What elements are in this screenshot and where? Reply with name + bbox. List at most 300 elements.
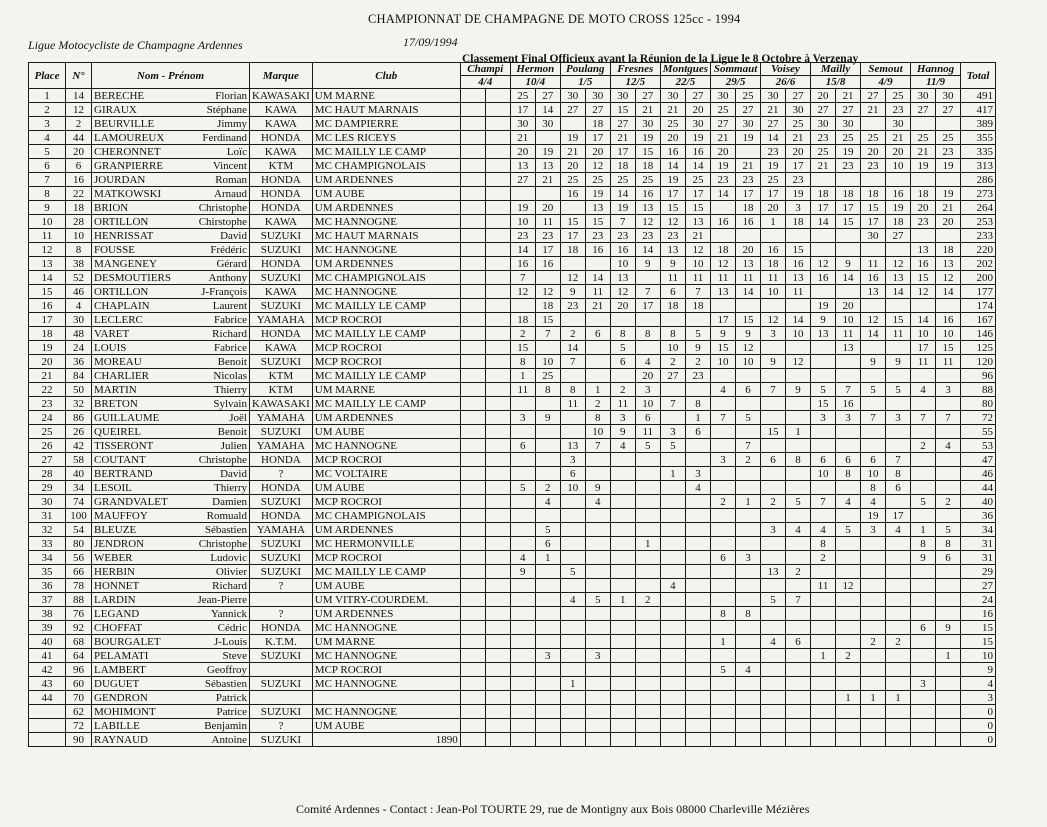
score-cell: 16: [535, 257, 560, 271]
score-cell: [761, 509, 786, 523]
total-cell: 44: [961, 481, 996, 495]
score-cell: [485, 257, 510, 271]
score-cell: 7: [911, 411, 936, 425]
table-row: [29, 103, 996, 117]
score-cell: [485, 495, 510, 509]
score-cell: [535, 635, 560, 649]
score-cell: [460, 173, 485, 187]
score-cell: [936, 229, 961, 243]
score-cell: 8: [660, 327, 685, 341]
total-cell: 202: [961, 257, 996, 271]
name-cell: [92, 411, 250, 425]
score-cell: 17: [736, 187, 761, 201]
score-cell: 12: [936, 271, 961, 285]
race-date: 15/8: [811, 76, 861, 89]
score-cell: [460, 467, 485, 481]
first-name: Vincent: [212, 159, 247, 172]
score-cell: 17: [585, 131, 610, 145]
name-cell: [92, 523, 250, 537]
name-cell: [92, 201, 250, 215]
score-cell: 14: [585, 271, 610, 285]
score-cell: [761, 397, 786, 411]
race-name: Mailly: [811, 63, 861, 76]
race-date: 4/4: [460, 76, 510, 89]
club-cell: MCP ROCROI: [312, 313, 460, 327]
last-name: LECLERC: [94, 313, 143, 326]
score-cell: 30: [585, 89, 610, 103]
score-cell: 8: [811, 537, 836, 551]
first-name: Florian: [215, 89, 247, 102]
score-cell: 1: [585, 383, 610, 397]
score-cell: [811, 621, 836, 635]
score-cell: [886, 733, 911, 747]
brand-cell: HONDA: [250, 187, 313, 201]
score-cell: [610, 481, 635, 495]
score-cell: [660, 621, 685, 635]
score-cell: [911, 173, 936, 187]
table-row: [29, 579, 996, 593]
brand-cell: [250, 593, 313, 607]
score-cell: [685, 705, 710, 719]
brand-cell: YAMAHA: [250, 523, 313, 537]
place-cell: 13: [29, 257, 66, 271]
score-cell: [460, 159, 485, 173]
score-cell: 11: [635, 425, 660, 439]
score-cell: 2: [811, 551, 836, 565]
number-cell: 22: [66, 187, 92, 201]
score-cell: [660, 453, 685, 467]
score-cell: [911, 607, 936, 621]
club-cell: MC DAMPIERRE: [312, 117, 460, 131]
score-cell: [786, 411, 811, 425]
number-cell: 76: [66, 607, 92, 621]
brand-cell: [250, 691, 313, 705]
place-cell: 8: [29, 187, 66, 201]
score-cell: [936, 369, 961, 383]
last-name: LARDIN: [94, 593, 136, 606]
place-cell: 31: [29, 509, 66, 523]
score-cell: [535, 663, 560, 677]
score-cell: [811, 705, 836, 719]
score-cell: [460, 565, 485, 579]
total-cell: 36: [961, 509, 996, 523]
score-cell: [886, 425, 911, 439]
score-cell: [460, 691, 485, 705]
number-cell: 2: [66, 117, 92, 131]
last-name: MANGENEY: [94, 257, 157, 270]
score-cell: 4: [911, 383, 936, 397]
score-cell: [786, 691, 811, 705]
brand-cell: HONDA: [250, 481, 313, 495]
score-cell: 3: [660, 425, 685, 439]
place-cell: 10: [29, 215, 66, 229]
brand-cell: KAWA: [250, 285, 313, 299]
score-cell: [711, 229, 736, 243]
score-cell: [936, 663, 961, 677]
first-name: J-Louis: [214, 635, 247, 648]
club-cell: MCP ROCROI: [312, 495, 460, 509]
score-cell: 16: [585, 243, 610, 257]
score-cell: [510, 677, 535, 691]
score-cell: 9: [736, 327, 761, 341]
first-name: Geoffroy: [206, 663, 247, 676]
score-cell: [836, 663, 861, 677]
score-cell: [635, 733, 660, 747]
first-name: Anthony: [208, 271, 247, 284]
score-cell: 8: [786, 453, 811, 467]
score-cell: [510, 649, 535, 663]
score-cell: [836, 369, 861, 383]
score-cell: [836, 621, 861, 635]
score-cell: 6: [635, 411, 660, 425]
score-cell: 1: [736, 495, 761, 509]
last-name: FOUSSE: [94, 243, 135, 256]
club-cell: MC MAILLY LE CAMP: [312, 369, 460, 383]
score-cell: 7: [736, 439, 761, 453]
score-cell: 17: [510, 103, 535, 117]
number-cell: 52: [66, 271, 92, 285]
total-cell: 55: [961, 425, 996, 439]
score-cell: 3: [510, 411, 535, 425]
score-cell: 23: [786, 173, 811, 187]
score-cell: [736, 593, 761, 607]
score-cell: 8: [911, 537, 936, 551]
score-cell: [936, 509, 961, 523]
score-cell: [685, 537, 710, 551]
score-cell: [811, 691, 836, 705]
place-cell: 12: [29, 243, 66, 257]
total-cell: 16: [961, 607, 996, 621]
club-cell: 1890: [312, 733, 460, 747]
score-cell: 7: [761, 383, 786, 397]
score-cell: [485, 103, 510, 117]
score-cell: [460, 257, 485, 271]
score-cell: 13: [610, 271, 635, 285]
score-cell: [635, 635, 660, 649]
score-cell: 5: [610, 341, 635, 355]
place-cell: 20: [29, 355, 66, 369]
score-cell: 14: [811, 215, 836, 229]
score-cell: [610, 313, 635, 327]
score-cell: 30: [786, 103, 811, 117]
table-row: [29, 425, 996, 439]
score-cell: 1: [610, 593, 635, 607]
score-cell: [610, 509, 635, 523]
score-cell: [460, 481, 485, 495]
place-cell: 6: [29, 159, 66, 173]
number-cell: 80: [66, 537, 92, 551]
first-name: Stéphane: [206, 103, 247, 116]
score-cell: 2: [886, 635, 911, 649]
table-row: [29, 173, 996, 187]
score-cell: [460, 299, 485, 313]
score-cell: 21: [911, 145, 936, 159]
number-cell: 48: [66, 327, 92, 341]
score-cell: [836, 439, 861, 453]
score-cell: [711, 621, 736, 635]
score-cell: 15: [861, 201, 886, 215]
score-cell: 5: [761, 593, 786, 607]
score-cell: [886, 649, 911, 663]
score-cell: 12: [911, 285, 936, 299]
score-cell: [736, 635, 761, 649]
score-cell: [811, 635, 836, 649]
score-cell: 16: [786, 257, 811, 271]
score-cell: 23: [610, 229, 635, 243]
score-cell: [936, 607, 961, 621]
score-cell: 20: [761, 201, 786, 215]
score-cell: [811, 285, 836, 299]
score-cell: [635, 341, 660, 355]
score-cell: 2: [836, 649, 861, 663]
place-cell: 33: [29, 537, 66, 551]
score-cell: 19: [936, 159, 961, 173]
place-cell: 36: [29, 579, 66, 593]
score-cell: 7: [635, 285, 660, 299]
score-cell: 4: [786, 523, 811, 537]
score-cell: [836, 425, 861, 439]
score-cell: 10: [886, 159, 911, 173]
score-cell: [460, 411, 485, 425]
score-cell: 15: [811, 397, 836, 411]
score-cell: 14: [911, 313, 936, 327]
score-cell: [761, 299, 786, 313]
score-cell: 1: [510, 369, 535, 383]
score-cell: [711, 509, 736, 523]
score-cell: [510, 691, 535, 705]
score-cell: 27: [660, 369, 685, 383]
score-cell: 13: [560, 439, 585, 453]
last-name: BOURGALET: [94, 635, 161, 648]
score-cell: 15: [736, 313, 761, 327]
score-cell: 25: [635, 173, 660, 187]
first-name: Benoit: [217, 355, 247, 368]
score-cell: [635, 313, 660, 327]
score-cell: 7: [836, 383, 861, 397]
last-name: MAUFFOY: [94, 509, 148, 522]
score-cell: 1: [635, 537, 660, 551]
score-cell: [460, 453, 485, 467]
score-cell: 8: [836, 467, 861, 481]
score-cell: [585, 355, 610, 369]
score-cell: 9: [535, 411, 560, 425]
score-cell: 20: [610, 299, 635, 313]
name-cell: [92, 243, 250, 257]
score-cell: [635, 453, 660, 467]
place-cell: 24: [29, 411, 66, 425]
score-cell: [560, 663, 585, 677]
score-cell: 18: [711, 243, 736, 257]
score-cell: 8: [585, 411, 610, 425]
score-cell: [786, 705, 811, 719]
score-cell: 19: [560, 131, 585, 145]
score-cell: 25: [660, 117, 685, 131]
last-name: MOREAU: [94, 355, 142, 368]
score-cell: [485, 145, 510, 159]
score-cell: [836, 677, 861, 691]
score-cell: 19: [535, 145, 560, 159]
score-cell: 21: [736, 159, 761, 173]
score-cell: [836, 733, 861, 747]
score-cell: 25: [510, 89, 535, 103]
score-cell: [736, 691, 761, 705]
score-cell: 16: [936, 313, 961, 327]
score-cell: 12: [786, 355, 811, 369]
total-cell: 0: [961, 719, 996, 733]
score-cell: 6: [711, 551, 736, 565]
score-cell: [635, 495, 660, 509]
first-name: Ferdinand: [202, 131, 247, 144]
score-cell: [911, 229, 936, 243]
score-cell: [510, 705, 535, 719]
race-name: Hannog: [911, 63, 961, 76]
brand-cell: HONDA: [250, 201, 313, 215]
score-cell: 8: [510, 355, 535, 369]
first-name: Sylvain: [213, 397, 247, 410]
first-name: Chirstophe: [198, 215, 247, 228]
score-cell: 16: [886, 187, 911, 201]
score-cell: [510, 453, 535, 467]
score-cell: 13: [660, 243, 685, 257]
score-cell: [660, 551, 685, 565]
score-cell: [886, 551, 911, 565]
score-cell: 5: [635, 439, 660, 453]
score-cell: [886, 439, 911, 453]
brand-cell: KAWA: [250, 103, 313, 117]
score-cell: 14: [535, 103, 560, 117]
score-cell: [560, 201, 585, 215]
score-cell: [685, 677, 710, 691]
score-cell: [585, 705, 610, 719]
name-cell: [92, 691, 250, 705]
score-cell: [660, 509, 685, 523]
score-cell: [510, 523, 535, 537]
score-cell: 13: [685, 215, 710, 229]
score-cell: [861, 117, 886, 131]
score-cell: [660, 383, 685, 397]
score-cell: [685, 579, 710, 593]
score-cell: 27: [836, 103, 861, 117]
score-cell: [460, 425, 485, 439]
score-cell: 5: [685, 327, 710, 341]
score-cell: 20: [811, 89, 836, 103]
score-cell: [685, 383, 710, 397]
score-cell: [936, 173, 961, 187]
number-cell: 16: [66, 173, 92, 187]
score-cell: 2: [560, 327, 585, 341]
score-cell: [711, 705, 736, 719]
score-cell: [886, 621, 911, 635]
score-cell: [886, 663, 911, 677]
score-cell: [911, 369, 936, 383]
score-cell: [635, 677, 660, 691]
score-cell: 27: [811, 103, 836, 117]
score-cell: 30: [811, 117, 836, 131]
first-name: Christophe: [198, 201, 247, 214]
score-cell: 16: [610, 243, 635, 257]
score-cell: [761, 229, 786, 243]
last-name: TISSERONT: [94, 439, 154, 452]
score-cell: [460, 509, 485, 523]
score-cell: [460, 677, 485, 691]
score-cell: [535, 691, 560, 705]
score-cell: [861, 425, 886, 439]
number-cell: 42: [66, 439, 92, 453]
score-cell: 15: [786, 243, 811, 257]
score-cell: 12: [685, 243, 710, 257]
score-cell: [610, 677, 635, 691]
score-cell: [535, 579, 560, 593]
score-cell: [635, 607, 660, 621]
score-cell: 13: [911, 243, 936, 257]
score-cell: [510, 579, 535, 593]
club-cell: UM AUBE: [312, 425, 460, 439]
col-club: Club: [312, 63, 460, 89]
score-cell: 10: [761, 285, 786, 299]
race-date: 29/5: [711, 76, 761, 89]
last-name: ORTILLON: [94, 285, 149, 298]
place-cell: 30: [29, 495, 66, 509]
score-cell: 17: [811, 201, 836, 215]
name-cell: [92, 159, 250, 173]
score-cell: [485, 327, 510, 341]
score-cell: [535, 397, 560, 411]
score-cell: [711, 691, 736, 705]
last-name: MOHIMONT: [94, 705, 156, 718]
score-cell: 11: [936, 355, 961, 369]
score-cell: [660, 565, 685, 579]
score-cell: 9: [861, 355, 886, 369]
number-cell: 32: [66, 397, 92, 411]
score-cell: [836, 481, 861, 495]
score-cell: [460, 285, 485, 299]
score-cell: 16: [560, 187, 585, 201]
score-cell: [485, 565, 510, 579]
score-cell: 9: [660, 257, 685, 271]
score-cell: 5: [836, 523, 861, 537]
table-row: [29, 635, 996, 649]
results-table: [28, 62, 996, 747]
score-cell: 27: [761, 117, 786, 131]
score-cell: [836, 551, 861, 565]
score-cell: [510, 299, 535, 313]
score-cell: 15: [936, 341, 961, 355]
score-cell: 27: [886, 229, 911, 243]
score-cell: [736, 537, 761, 551]
score-cell: [786, 369, 811, 383]
score-cell: 4: [685, 481, 710, 495]
last-name: CHAPLAIN: [94, 299, 150, 312]
score-cell: [711, 649, 736, 663]
brand-cell: HONDA: [250, 173, 313, 187]
score-cell: 20: [560, 159, 585, 173]
score-cell: 9: [560, 285, 585, 299]
brand-cell: SUZUKI: [250, 733, 313, 747]
score-cell: [510, 509, 535, 523]
score-cell: 7: [685, 285, 710, 299]
score-cell: [836, 635, 861, 649]
score-cell: 11: [761, 271, 786, 285]
table-row: [29, 649, 996, 663]
score-cell: 3: [836, 411, 861, 425]
score-cell: 25: [836, 131, 861, 145]
score-cell: 18: [886, 215, 911, 229]
total-cell: 88: [961, 383, 996, 397]
score-cell: [786, 397, 811, 411]
score-cell: [485, 397, 510, 411]
table-row: [29, 523, 996, 537]
name-cell: [92, 453, 250, 467]
